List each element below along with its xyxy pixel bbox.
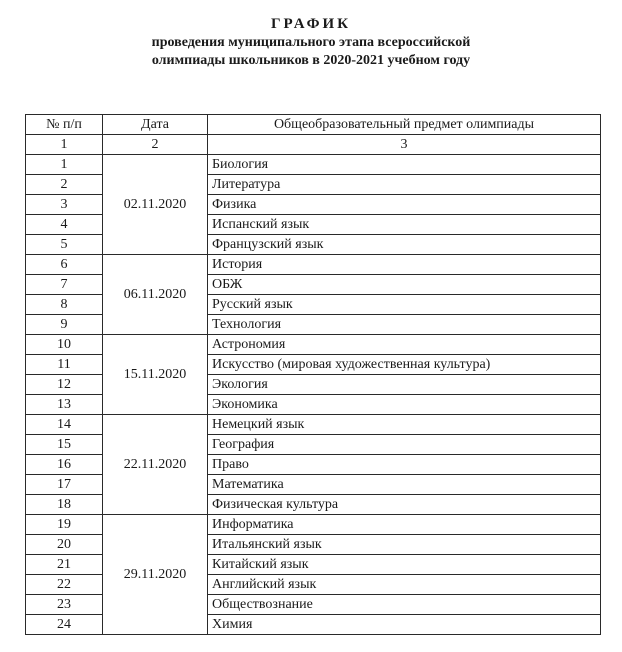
olympiad-subject: Немецкий язык	[208, 415, 601, 435]
olympiad-subject: Информатика	[208, 515, 601, 535]
column-header-number: № п/п	[26, 115, 103, 135]
row-number: 22	[26, 575, 103, 595]
column-index-subject: 3	[208, 135, 601, 155]
olympiad-subject: История	[208, 255, 601, 275]
olympiad-subject: Технология	[208, 315, 601, 335]
row-number: 6	[26, 255, 103, 275]
olympiad-subject: Астрономия	[208, 335, 601, 355]
row-number: 14	[26, 415, 103, 435]
document-subtitle-line-2: олимпиады школьников в 2020-2021 учебном году	[151, 53, 471, 68]
row-number: 21	[26, 555, 103, 575]
olympiad-date: 02.11.2020	[103, 155, 208, 255]
table-row	[26, 155, 601, 175]
table-header	[26, 115, 601, 155]
row-number: 1	[26, 155, 103, 175]
olympiad-subject: Французский язык	[208, 235, 601, 255]
column-index-number: 1	[26, 135, 103, 155]
olympiad-subject: Искусство (мировая художественная культура)	[208, 355, 601, 375]
olympiad-date: 06.11.2020	[103, 255, 208, 335]
row-number: 11	[26, 355, 103, 375]
olympiad-subject: Английский язык	[208, 575, 601, 595]
row-number: 20	[26, 535, 103, 555]
column-header-date: Дата	[103, 115, 208, 135]
olympiad-subject: Математика	[208, 475, 601, 495]
olympiad-subject: Физическая культура	[208, 495, 601, 515]
olympiad-subject: Экономика	[208, 395, 601, 415]
olympiad-date: 15.11.2020	[103, 335, 208, 415]
row-number: 5	[26, 235, 103, 255]
olympiad-date: 29.11.2020	[103, 515, 208, 635]
row-number: 12	[26, 375, 103, 395]
table-body	[26, 155, 601, 635]
olympiad-schedule-table	[25, 114, 601, 635]
olympiad-subject: ОБЖ	[208, 275, 601, 295]
olympiad-subject: Итальянский язык	[208, 535, 601, 555]
row-number: 10	[26, 335, 103, 355]
olympiad-subject: Экология	[208, 375, 601, 395]
document-heading	[0, 14, 622, 70]
row-number: 8	[26, 295, 103, 315]
olympiad-subject: Китайский язык	[208, 555, 601, 575]
row-number: 9	[26, 315, 103, 335]
column-index-row	[26, 135, 601, 155]
row-number: 15	[26, 435, 103, 455]
olympiad-subject: Литература	[208, 175, 601, 195]
olympiad-subject: География	[208, 435, 601, 455]
row-number: 7	[26, 275, 103, 295]
row-number: 2	[26, 175, 103, 195]
olympiad-subject: Испанский язык	[208, 215, 601, 235]
olympiad-subject: Обществознание	[208, 595, 601, 615]
document-title: ГРАФИК	[270, 16, 352, 32]
row-number: 23	[26, 595, 103, 615]
olympiad-subject: Русский язык	[208, 295, 601, 315]
olympiad-subject: Физика	[208, 195, 601, 215]
table-row	[26, 255, 601, 275]
table-row	[26, 515, 601, 535]
row-number: 4	[26, 215, 103, 235]
row-number: 19	[26, 515, 103, 535]
olympiad-subject: Право	[208, 455, 601, 475]
column-index-date: 2	[103, 135, 208, 155]
document-subtitle-line-1: проведения муниципального этапа всероссийской	[151, 35, 471, 50]
table-row	[26, 415, 601, 435]
row-number: 13	[26, 395, 103, 415]
row-number: 3	[26, 195, 103, 215]
olympiad-subject: Биология	[208, 155, 601, 175]
header-row	[26, 115, 601, 135]
column-header-subject: Общеобразовательный предмет олимпиады	[208, 115, 601, 135]
table-row	[26, 335, 601, 355]
row-number: 17	[26, 475, 103, 495]
row-number: 16	[26, 455, 103, 475]
olympiad-subject: Химия	[208, 615, 601, 635]
row-number: 24	[26, 615, 103, 635]
row-number: 18	[26, 495, 103, 515]
olympiad-date: 22.11.2020	[103, 415, 208, 515]
